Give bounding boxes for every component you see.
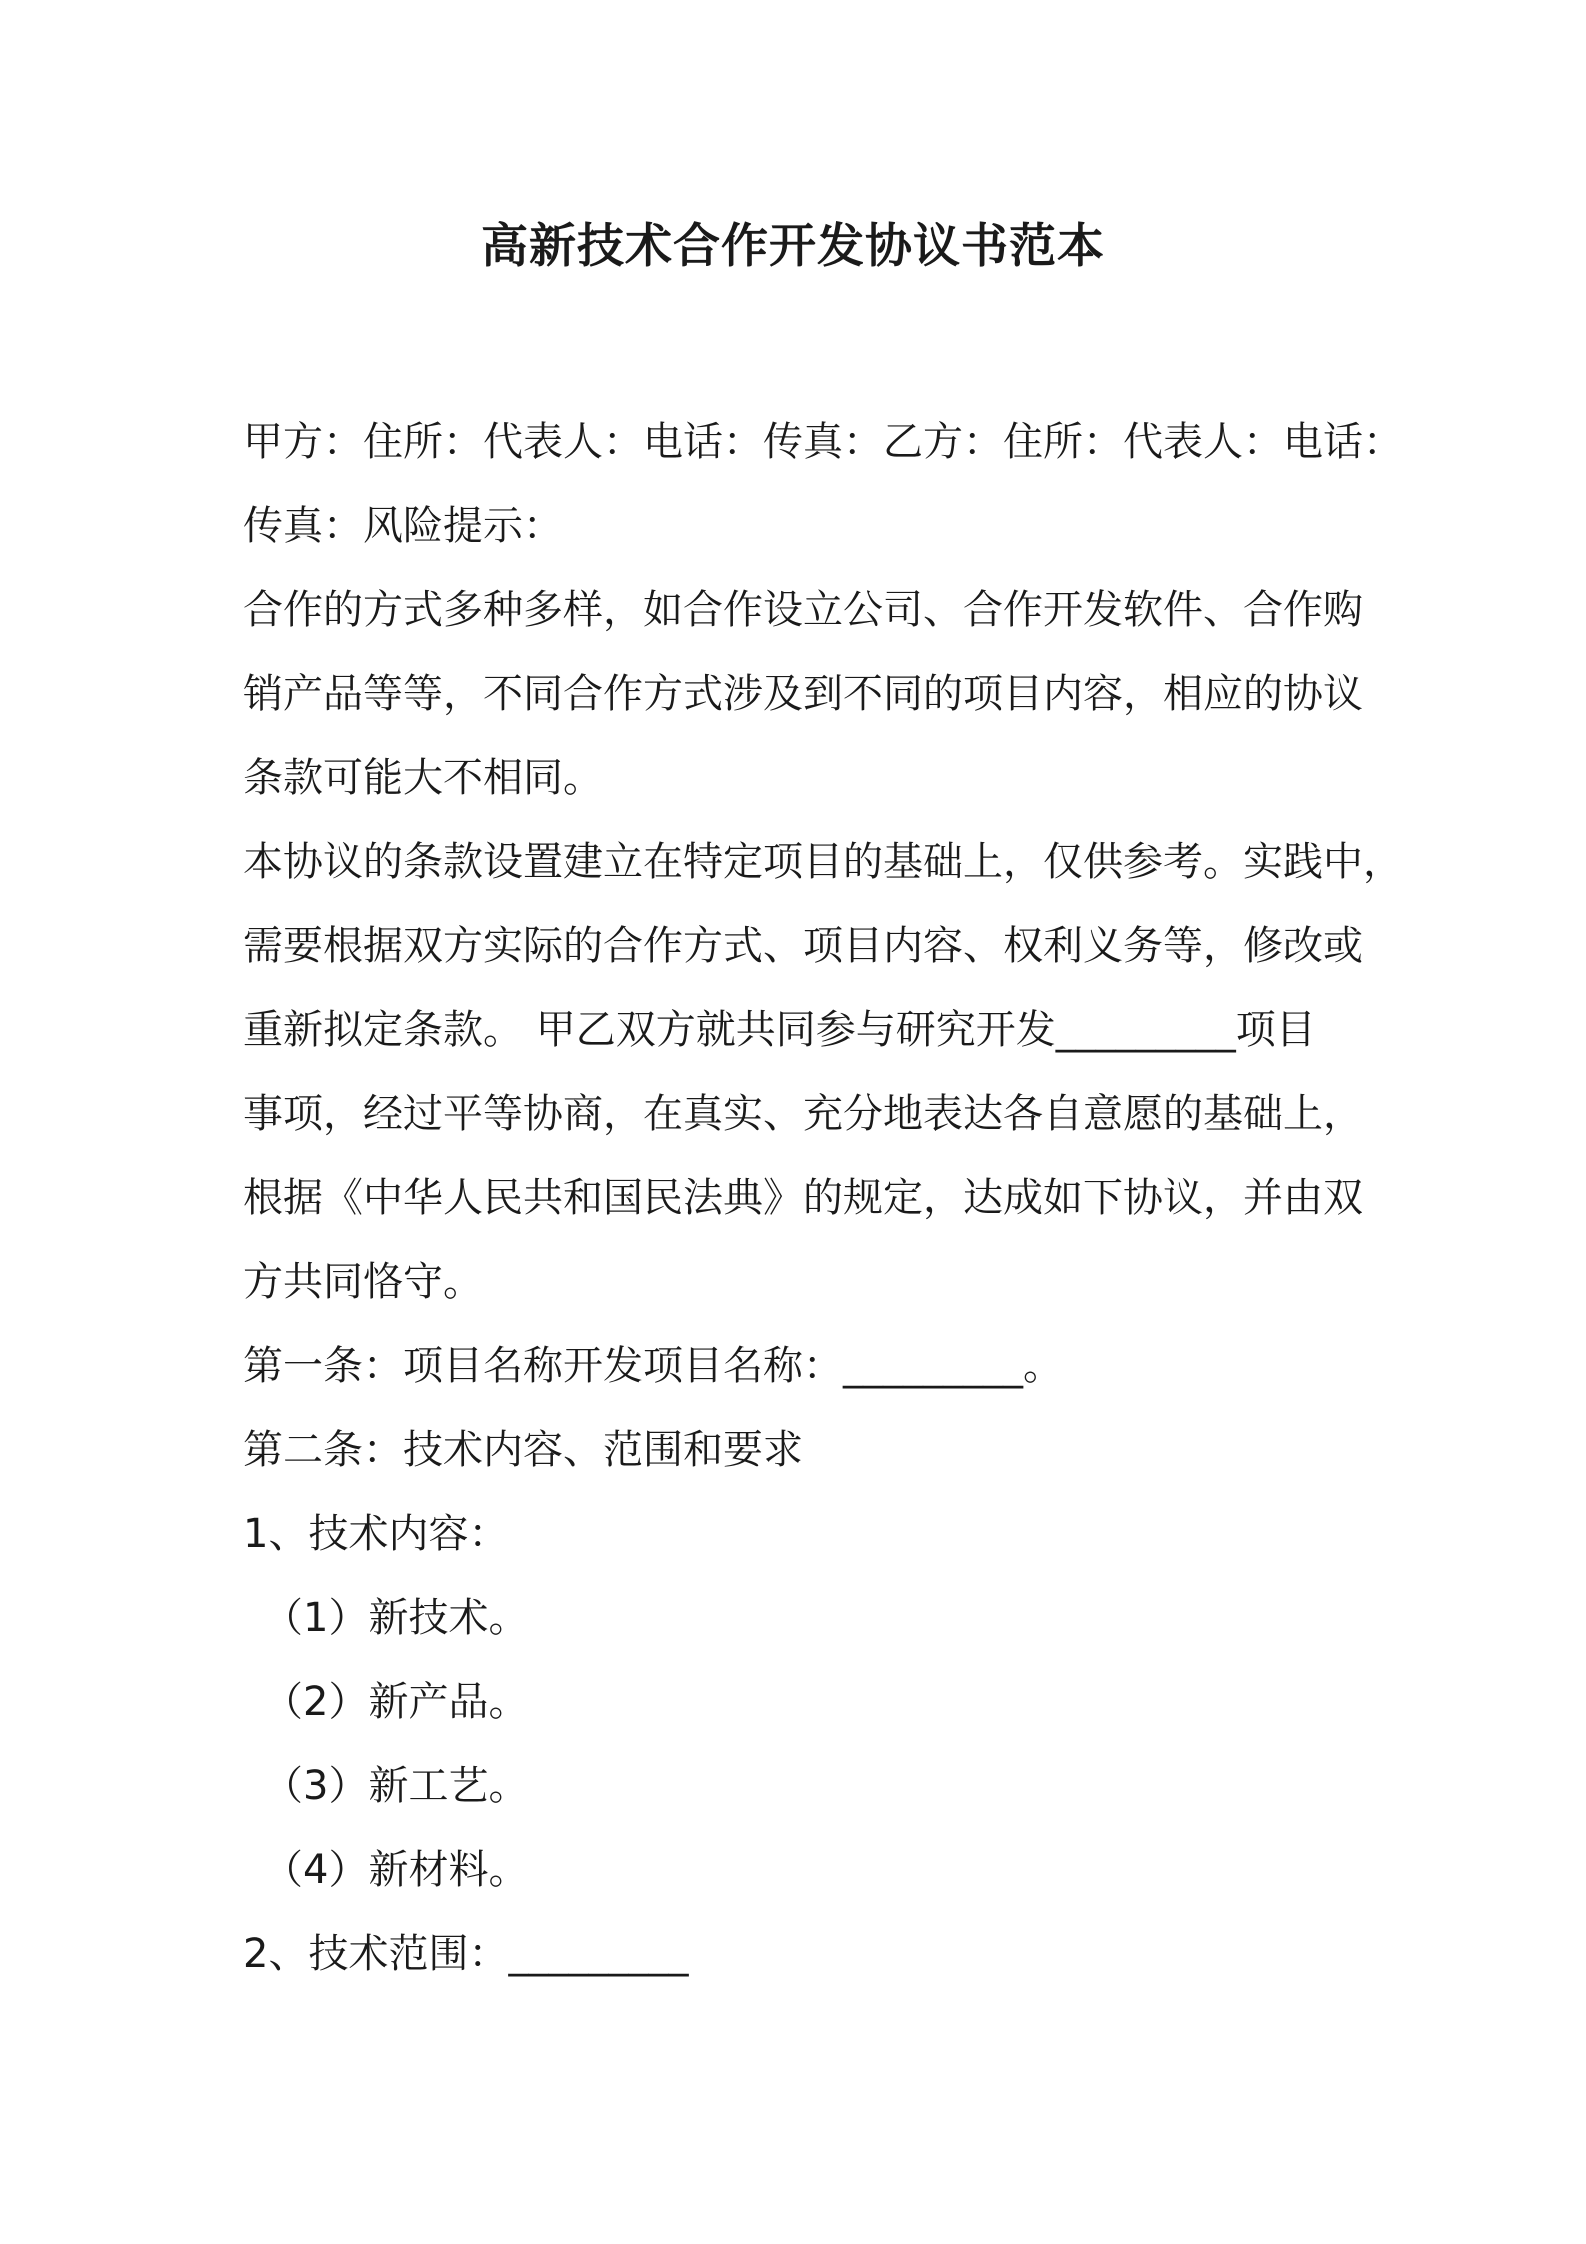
technical-scope-line: 2、技术范围：_________	[243, 1931, 689, 1977]
preamble-paragraph-line: 根据《中华人民共和国民法典》的规定，达成如下协议，并由双	[243, 1175, 1363, 1221]
risk-paragraph-line: 合作的方式多种多样，如合作设立公司、合作开发软件、合作购	[243, 587, 1363, 633]
list-item: （1）新技术。	[263, 1595, 529, 1641]
article-two-line: 第二条：技术内容、范围和要求	[243, 1427, 803, 1473]
risk-paragraph-line: 销产品等等，不同合作方式涉及到不同的项目内容，相应的协议	[243, 671, 1363, 717]
risk-paragraph-line: 条款可能大不相同。	[243, 755, 603, 801]
parties-line-continued: 传真：风险提示：	[243, 503, 563, 549]
reference-paragraph-line: 重新拟定条款。 甲乙双方就共同参与研究开发_________项目	[243, 1007, 1316, 1053]
technical-content-heading: 1、技术内容：	[243, 1511, 509, 1557]
list-item: （3）新工艺。	[263, 1763, 529, 1809]
document-body	[243, 400, 1403, 1996]
reference-paragraph-line: 本协议的条款设置建立在特定项目的基础上，仅供参考。实践中，	[243, 839, 1403, 885]
reference-paragraph-line: 需要根据双方实际的合作方式、项目内容、权利义务等，修改或	[243, 923, 1363, 969]
parties-line: 甲方：住所：代表人：电话：传真：乙方：住所：代表人：电话：	[243, 419, 1403, 465]
preamble-paragraph-line: 事项，经过平等协商，在真实、充分地表达各自意愿的基础上，	[243, 1091, 1363, 1137]
preamble-paragraph-line: 方共同恪守。	[243, 1259, 483, 1305]
article-one-line: 第一条：项目名称开发项目名称：_________。	[243, 1343, 1063, 1389]
list-item: （2）新产品。	[263, 1679, 529, 1725]
document-title: 高新技术合作开发协议书范本	[481, 219, 1105, 274]
list-item: （4）新材料。	[263, 1847, 529, 1893]
